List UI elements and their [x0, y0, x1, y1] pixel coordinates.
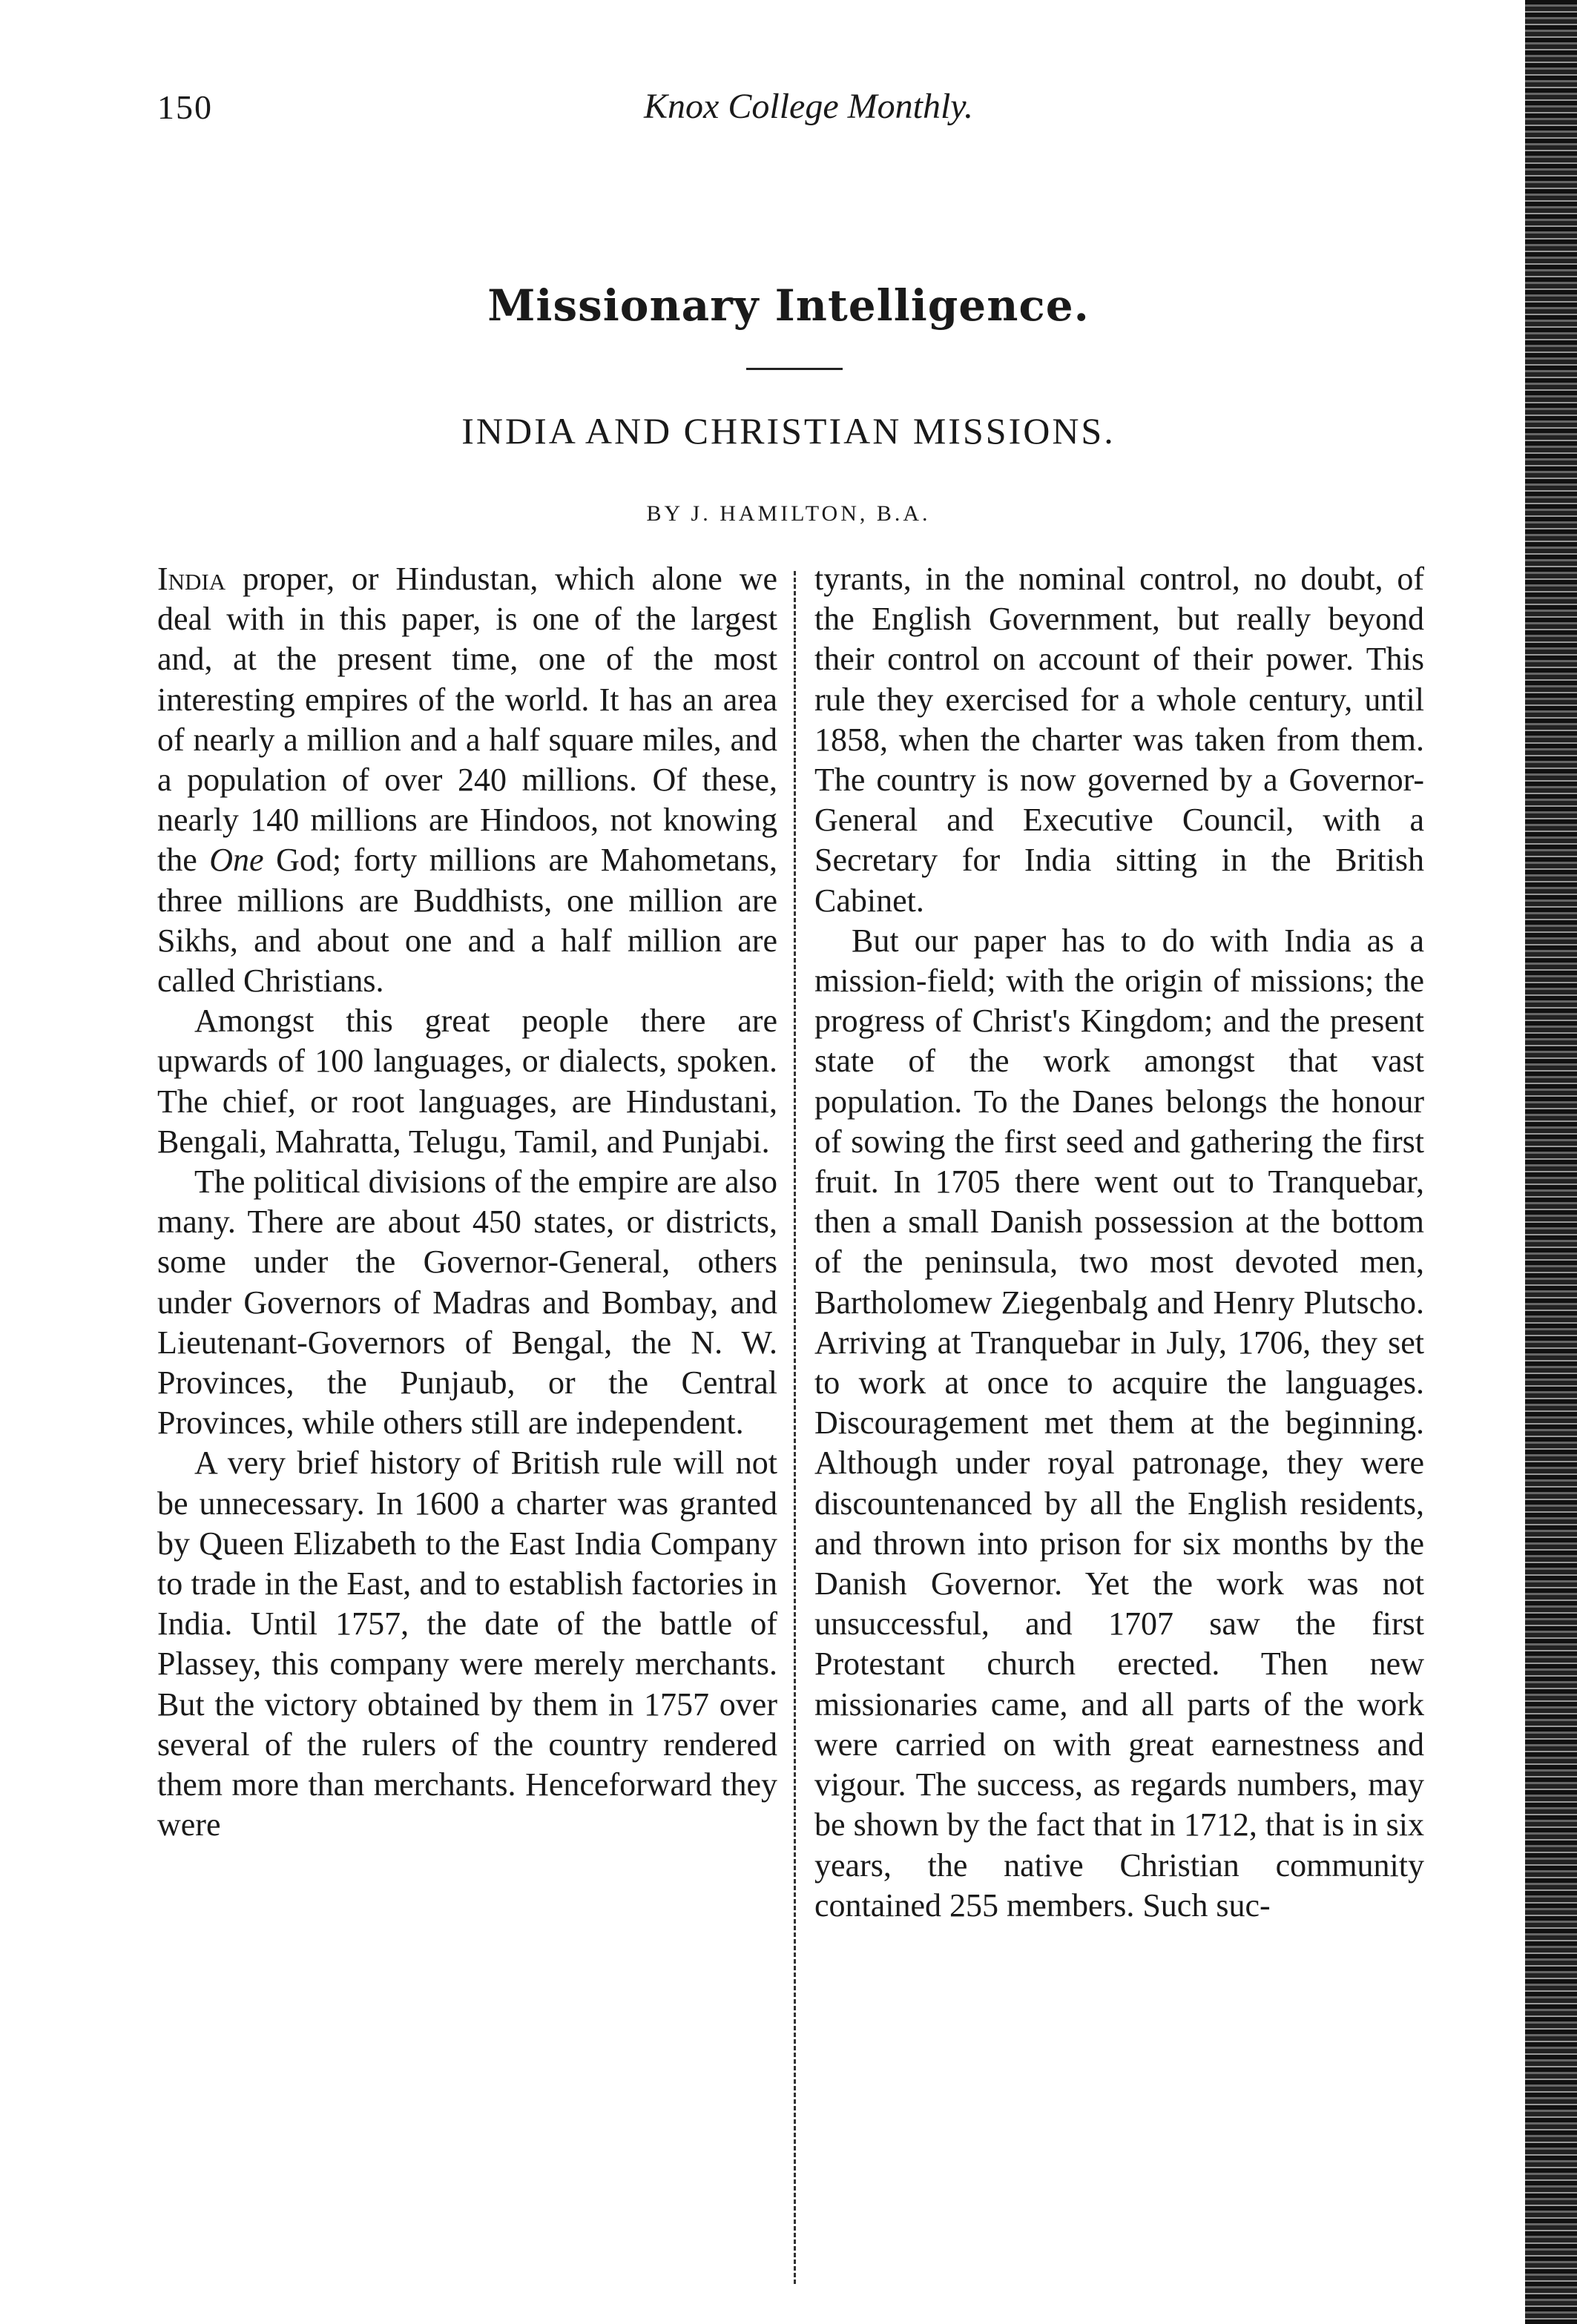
right-column [814, 559, 1424, 2287]
paragraph-text: proper, or Hindustan, which alone we deal with in this paper, is one of the largest and, at the present time, one of the most interesting empires of the world. It has an area of nearly a million and a half square miles, and a population of over 240 millions. Of these, nearly 140 millions are Hindoos, not knowing the [157, 561, 777, 879]
paragraph-text: God; forty millions are Mahometans, three millions are Buddhists, one million are Sikhs, and about one and a half million are called Christians. [157, 842, 777, 1000]
section-title: Missionary Intelligence. [487, 280, 1090, 331]
byline: BY J. HAMILTON, B.A. [646, 501, 931, 526]
article-title: INDIA AND CHRISTIAN MISSIONS. [461, 410, 1116, 452]
running-head: Knox College Monthly. [644, 87, 973, 126]
italic-word: One [209, 842, 264, 879]
paragraph: tyrants, in the nominal control, no doubt, of the English Government, but really beyond their control on account of their power. This rule they exercised for a whole century, until 1858, when the charter was taken from them. The country is now governed by a Governor-General and Executive Council, with a Secretary for India sitting in the British Cabinet. [814, 561, 1424, 919]
paragraph: The political divisions of the empire are also many. There are about 450 states, or districts, some under the Governor-General, others under Governors of Madras and Bombay, and Lieutenant-Governors of Bengal, the N. W. Provinces, the Punjaub, or the Central Provinces, while others still are independent. [157, 1163, 777, 1442]
lead-word: India [157, 561, 226, 597]
column-divider [794, 571, 796, 2284]
paragraph: But our paper has to do with India as a mission-field; with the origin of missions; the progress of Christ's Kingdom; and the present state of the work amongst that vast population. To the Danes belongs the honour of sowing the first seed and gathering the first fruit. In 1705 there went out to Tranquebar, then a small Danish possession at the bottom of the peninsula, two most devoted men, Bartholomew Ziegenbalg and Henry Plutscho. Arriving at Tranquebar in July, 1706, they set to work at once to acquire the languages. Discouragement met them at the beginning. Although under royal patronage, they were discountenanced by all the English residents, and thrown into prison for six months by the Danish Governor. Yet the work was not unsuccessful, and 1707 saw the first Protestant church erected. Then new missionaries came, and all parts of the work were carried on with great earnestness and vigour. The success, as regards numbers, may be shown by the fact that in 1712, that is in six years, the native Christian community contained 255 members. Such suc- [814, 922, 1424, 1924]
paragraph: A very brief history of British rule will not be unnecessary. In 1600 a charter was granted by Queen Elizabeth to the East India Company to trade in the East, and to establish factories in India. Until 1757, the date of the battle of Plassey, this company were merely merchants. But the victory obtained by them in 1757 over several of the rulers of the country rendered them more than merchants. Henceforward they were [157, 1445, 777, 1843]
page-number: 150 [157, 88, 213, 126]
paragraph [157, 559, 777, 1001]
scan-edge [1525, 0, 1577, 2324]
paragraph: Amongst this great people there are upwards of 100 languages, or dialects, spoken. The chief, or root languages, are Hindustani, Bengali, Mahratta, Telugu, Tamil, and Punjabi. [157, 1003, 777, 1160]
title-rule [746, 368, 843, 370]
left-column [157, 559, 777, 2287]
